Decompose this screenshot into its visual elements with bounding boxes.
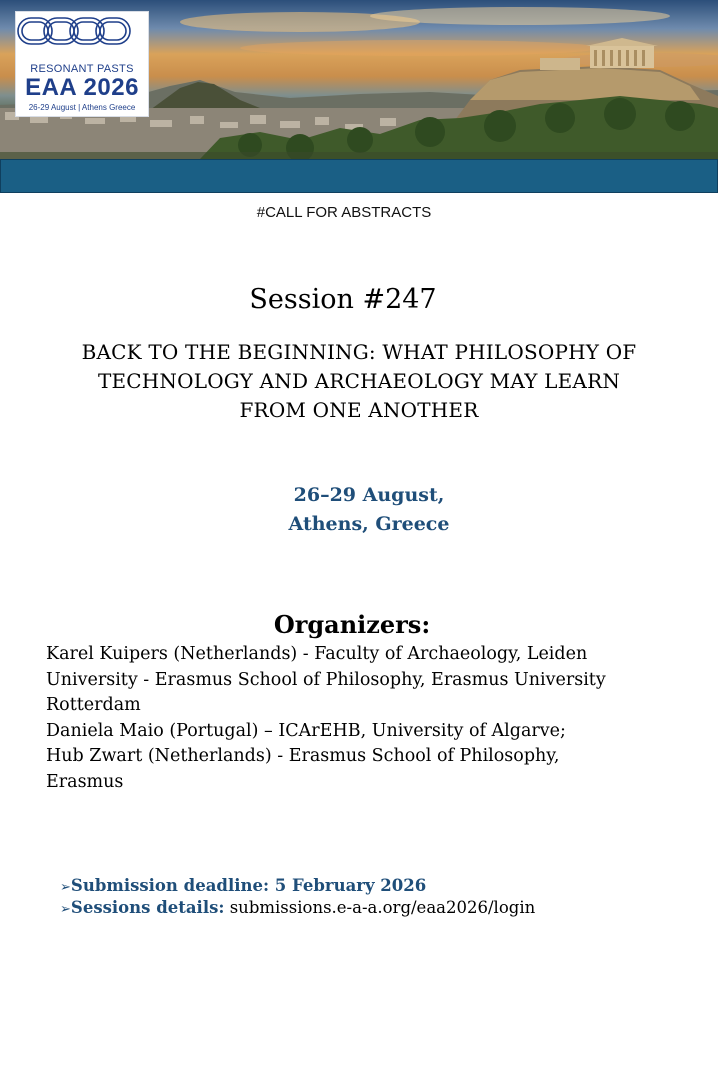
arrow-bullet-icon: ➢: [60, 902, 71, 917]
deadline-text: Submission deadline: 5 February 2026: [70, 876, 427, 895]
header-banner: [0, 0, 718, 159]
details-link[interactable]: submissions.e-a-a.org/eaa2026/login: [229, 898, 536, 917]
location-line: Athens, Greece: [288, 513, 450, 535]
date-line: 26–29 August,: [293, 484, 445, 506]
call-for-abstracts-label: #CALL FOR ABSTRACTS: [256, 204, 432, 221]
organizer-line: Daniela Maio (Portugal) – ICArEHB, University of Algarve;: [46, 720, 566, 741]
logo-tagline: RESONANT PASTS: [30, 63, 134, 75]
sessions-details: [60, 897, 535, 921]
eaa-logo: [15, 11, 149, 117]
organizer-line: Erasmus: [46, 771, 124, 792]
rings-icon: [16, 12, 132, 52]
organizers-list: [46, 642, 686, 795]
details-label: Sessions details:: [70, 898, 225, 917]
session-title: Session #247: [249, 284, 437, 315]
subtitle-line: FROM ONE ANOTHER: [239, 398, 479, 422]
subtitle-line: TECHNOLOGY AND ARCHAEOLOGY MAY LEARN: [97, 369, 621, 393]
organizer-line: Hub Zwart (Netherlands) - Erasmus School of Philosophy,: [46, 746, 560, 766]
subtitle-line: BACK TO THE BEGINNING: WHAT PHILOSOPHY OF: [81, 340, 637, 364]
submission-deadline: [60, 875, 426, 899]
organizers-heading: Organizers:: [273, 610, 431, 639]
organizer-line: Rotterdam: [46, 695, 141, 715]
organizer-line: University - Erasmus School of Philosophy, Erasmus University: [46, 669, 606, 690]
organizer-line: Karel Kuipers (Netherlands) - Faculty of Archaeology, Leiden: [46, 644, 588, 664]
arrow-bullet-icon: ➢: [60, 880, 71, 895]
logo-subtitle: 26-29 August | Athens Greece: [28, 103, 136, 112]
session-subtitle: [40, 338, 678, 425]
header-bar: [0, 159, 718, 193]
event-dates: [0, 481, 718, 539]
logo-title: EAA 2026: [25, 74, 139, 101]
